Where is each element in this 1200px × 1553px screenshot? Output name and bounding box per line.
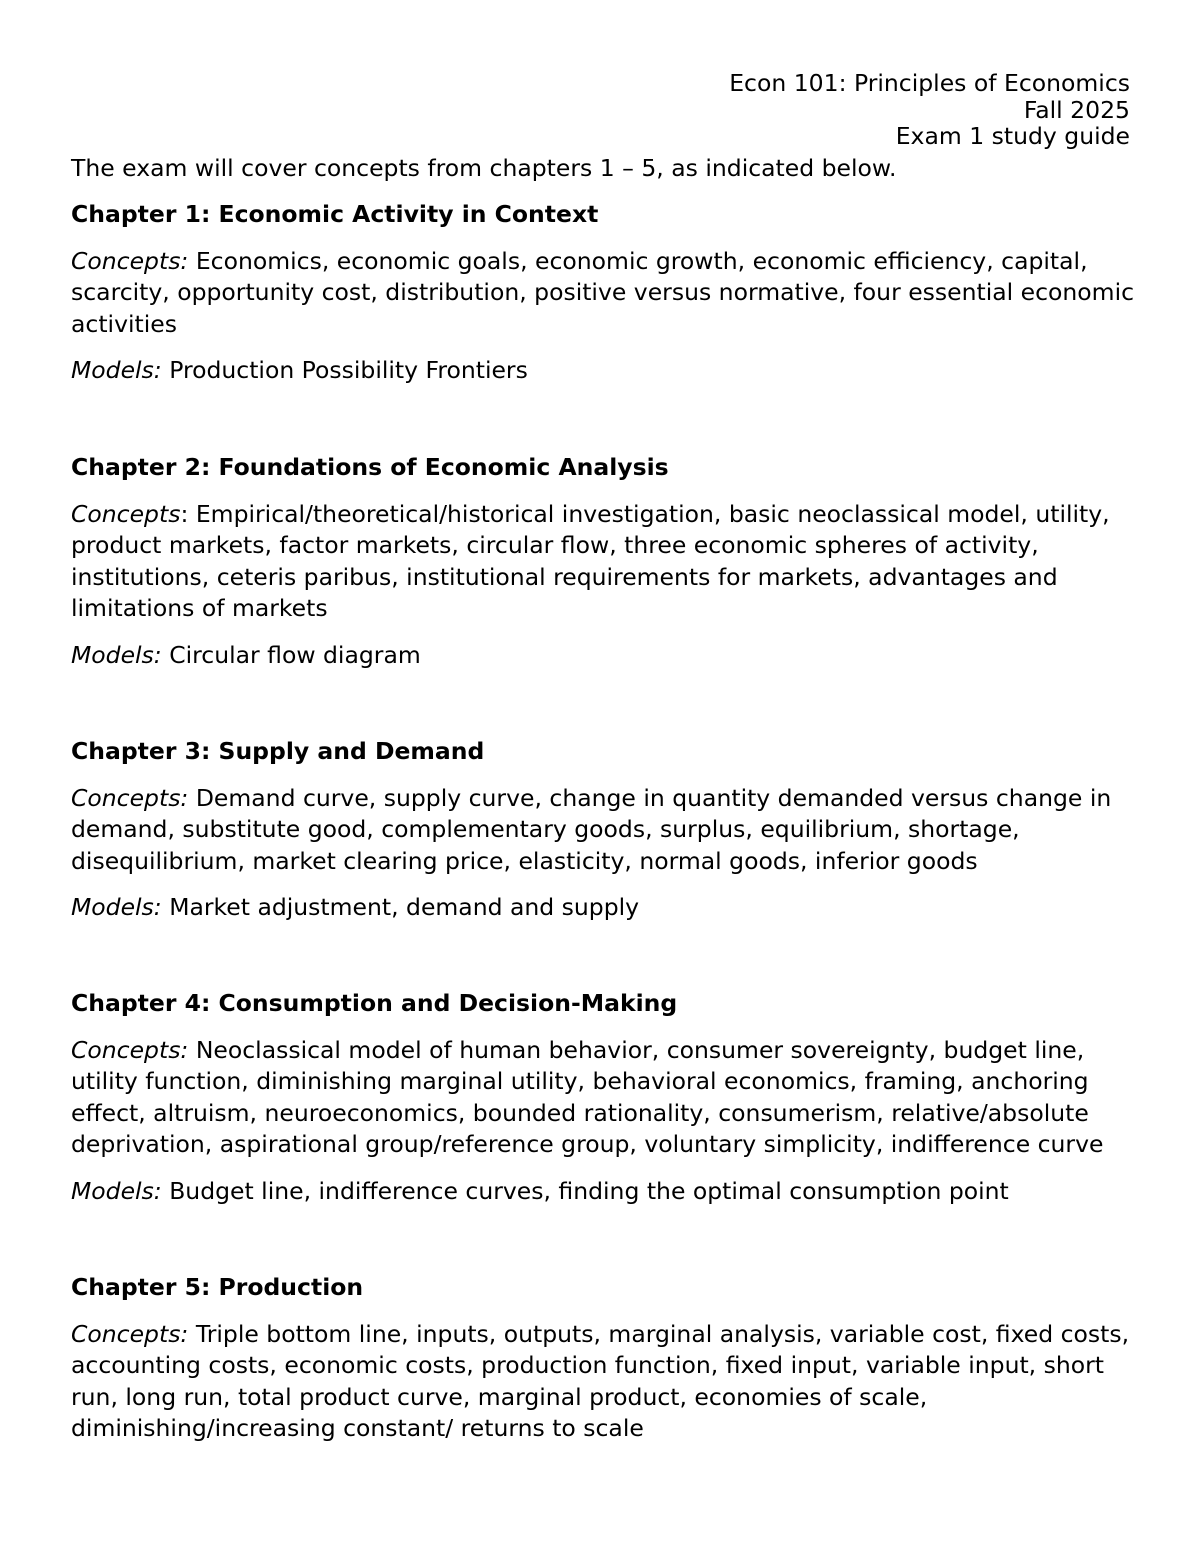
concepts-paragraph — [71, 246, 1141, 341]
concepts-text: : Empirical/theoretical/historical investigation, basic neoclassical model, utility, product markets, factor markets, circular flow, three economic spheres of activity, institutions, ceteris paribus, institutional requirements for markets, advantages and limitations of markets — [71, 499, 1110, 622]
concepts-paragraph — [71, 1319, 1141, 1445]
chapter-3-section — [71, 736, 1141, 924]
concepts-text: Demand curve, supply curve, change in quantity demanded versus change in demand, substitute good, complementary goods, surplus, equilibrium, shortage, disequilibrium, market clearing price, elasticity, normal goods, inferior goods — [71, 783, 1112, 875]
chapter-title: Chapter 5: Production — [71, 1273, 364, 1301]
chapter-4-section — [71, 988, 1141, 1207]
models-text: Circular flow diagram — [161, 640, 421, 669]
concepts-text: Economics, economic goals, economic growth, economic efficiency, capital, scarcity, opportunity cost, distribution, positive versus normative, four essential economic activities — [71, 246, 1135, 338]
concepts-label: Concepts: — [71, 1035, 189, 1064]
concepts-paragraph — [71, 783, 1141, 878]
concepts-label: Concepts: — [71, 783, 189, 812]
document-title: Exam 1 study guide — [895, 122, 1130, 150]
chapter-title: Chapter 1: Economic Activity in Context — [71, 200, 599, 228]
models-label: Models: — [71, 356, 162, 384]
models-paragraph — [71, 1176, 1141, 1208]
concepts-label: Concepts: — [71, 246, 189, 275]
models-paragraph — [71, 892, 1141, 924]
models-label: Models: — [71, 640, 162, 669]
concepts-label: Concepts — [71, 499, 181, 528]
chapter-title: Chapter 4: Consumption and Decision-Making — [71, 989, 678, 1017]
models-paragraph — [71, 355, 1141, 387]
models-label: Models: — [71, 1176, 162, 1205]
models-text: Budget line, indifference curves, finding the optimal consumption point — [161, 1176, 1009, 1205]
models-text: Market adjustment, demand and supply — [161, 893, 640, 921]
concepts-paragraph — [71, 1035, 1141, 1161]
chapter-1-section — [71, 199, 1141, 387]
chapter-5-section — [71, 1272, 1141, 1445]
chapter-title: Chapter 2: Foundations of Economic Analysis — [71, 453, 669, 481]
course-name: Econ 101: Principles of Economics — [729, 69, 1130, 97]
chapter-2-section — [71, 452, 1141, 671]
chapter-title: Chapter 3: Supply and Demand — [71, 737, 485, 765]
concepts-text: Neoclassical model of human behavior, consumer sovereignty, budget line, utility function, diminishing marginal utility, behavioral economics, framing, anchoring effect, altruism, neuroeconomics, bounded rationality, consumerism, relative/absolute deprivation, aspirational group/reference group, voluntary simplicity, indifference curve — [71, 1035, 1104, 1158]
term: Fall 2025 — [1023, 95, 1130, 124]
models-text: Production Possibility Frontiers — [161, 356, 528, 384]
models-label: Models: — [71, 893, 162, 921]
concepts-label: Concepts: — [71, 1319, 189, 1348]
document-header — [729, 70, 1130, 150]
concepts-text: Triple bottom line, inputs, outputs, marginal analysis, variable cost, fixed costs, accounting costs, economic costs, production function, fixed input, variable input, short run, long run, total product curve, marginal product, economies of scale, diminishing/increasing constant/ returns to scale — [71, 1319, 1130, 1442]
models-paragraph — [71, 640, 1141, 672]
concepts-paragraph — [71, 499, 1141, 625]
intro-text: The exam will cover concepts from chapters 1 – 5, as indicated below. — [71, 154, 897, 182]
